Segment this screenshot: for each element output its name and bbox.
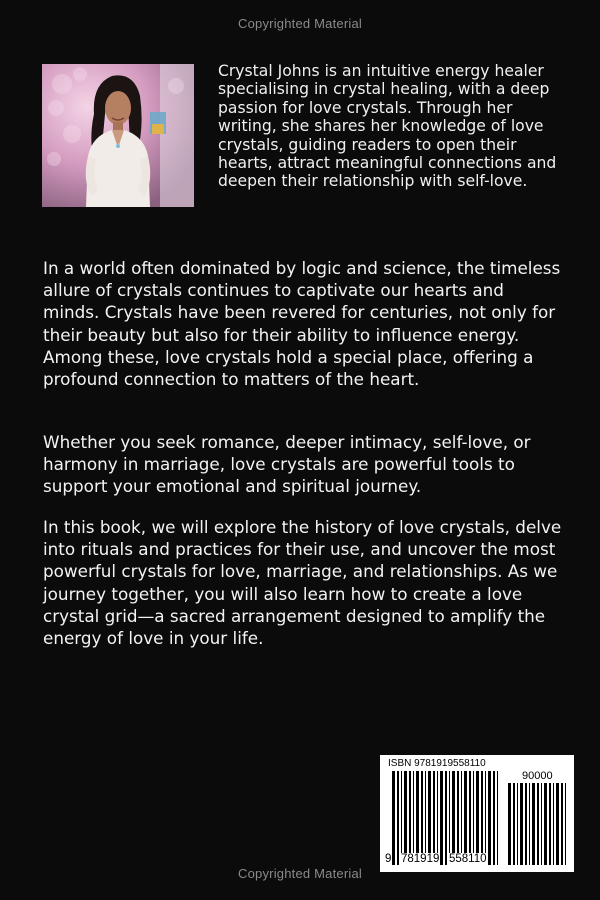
isbn-barcode [380,755,574,872]
author-bio: Crystal Johns is an intuitive energy healer specialising in crystal healing, with a deep passion for love crystals. Through her writing, she shares her knowledge of love crystals, guiding readers to open their hearts, attract meaningful connections and deepen their relationship with self-love. [218,62,557,191]
blurb-paragraph: In a world often dominated by logic and science, the timeless allure of crystals continues to captivate our hearts and minds. Crystals have been revered for centuries, not only for their beauty but also for their ability to influence energy. Among these, love crystals hold a special place, offering a profound connection to matters of the heart. [43,258,561,390]
barcode-digit-group: 781919 [401,853,440,865]
barcode-digit-group: 558110 [449,853,487,865]
watermark-bottom: Copyrighted Material [238,866,362,881]
watermark-top: Copyrighted Material [238,16,362,31]
author-portrait-icon [42,64,194,207]
price-code: 90000 [522,770,553,782]
blurb-paragraph: In this book, we will explore the history of love crystals, delve into rituals and practices for their use, and uncover the most powerful crystals for love, marriage, and relationships. As we journey together, you will also learn how to create a love crystal grid—a sacred arrangement designed to amplify the energy of love in your life. [43,517,562,649]
blurb-paragraph: Whether you seek romance, deeper intimacy, self-love, or harmony in marriage, love crystals are powerful tools to support your emotional and spiritual journey. [43,432,531,497]
author-photo [42,64,194,207]
isbn-label: ISBN 9781919558110 [388,758,486,769]
barcode-digit-lead: 9 [385,853,392,865]
